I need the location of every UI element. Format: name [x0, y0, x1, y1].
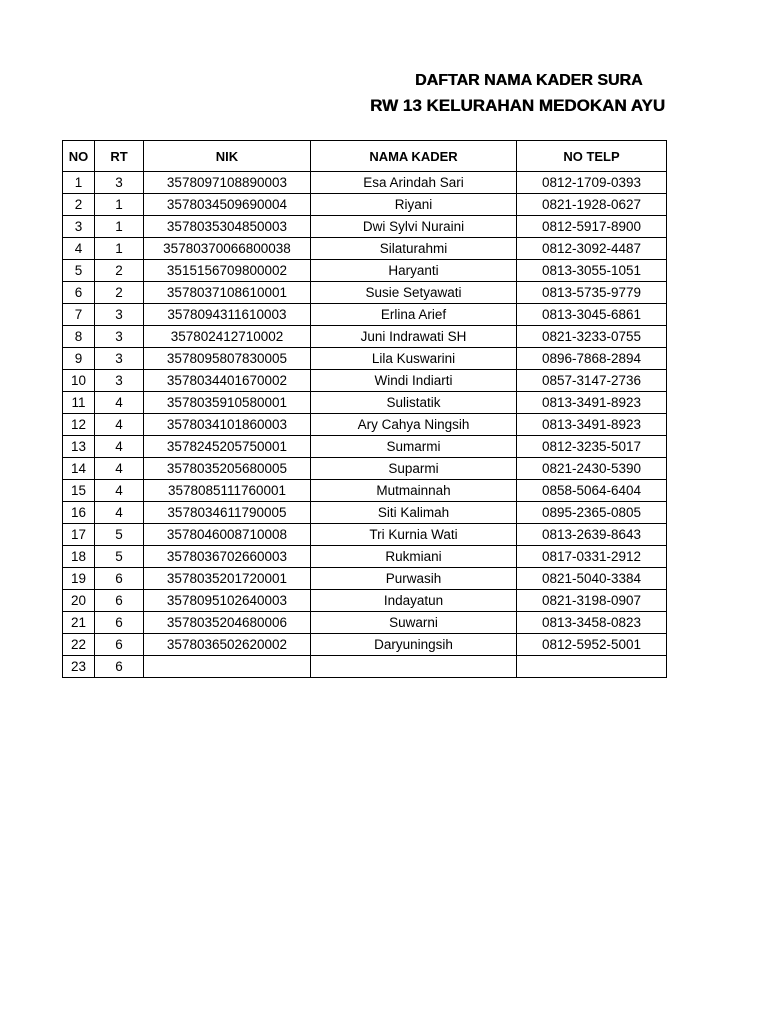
table-row	[63, 502, 667, 524]
cell-nik: 3578034611790005	[144, 502, 311, 524]
cell-no-telp: 0812-3235-5017	[517, 436, 667, 458]
cell-nama-kader: Dwi Sylvi Nuraini	[311, 216, 517, 238]
cell-nik: 3578095102640003	[144, 590, 311, 612]
header-row	[63, 141, 667, 172]
cell-no-telp: 0896-7868-2894	[517, 348, 667, 370]
cell-no-telp: 0821-3198-0907	[517, 590, 667, 612]
header-rt: RT	[95, 141, 144, 172]
cell-no: 21	[63, 612, 95, 634]
table-row	[63, 216, 667, 238]
cell-no: 19	[63, 568, 95, 590]
cell-rt: 4	[95, 414, 144, 436]
cell-nama-kader: Suwarni	[311, 612, 517, 634]
cell-nik: 3578035201720001	[144, 568, 311, 590]
cell-nama-kader: Rukmiani	[311, 546, 517, 568]
cell-nik: 3578035205680005	[144, 458, 311, 480]
cell-rt: 2	[95, 260, 144, 282]
cell-nik: 3578046008710008	[144, 524, 311, 546]
table-row	[63, 590, 667, 612]
cell-no-telp: 0895-2365-0805	[517, 502, 667, 524]
cell-no-telp: 0813-3491-8923	[517, 414, 667, 436]
cell-nama-kader: Indayatun	[311, 590, 517, 612]
cell-no: 20	[63, 590, 95, 612]
cell-rt: 6	[95, 568, 144, 590]
header-no-telp: NO TELP	[517, 141, 667, 172]
cell-rt: 6	[95, 590, 144, 612]
cell-no-telp: 0821-1928-0627	[517, 194, 667, 216]
cell-no-telp: 0813-3055-1051	[517, 260, 667, 282]
cell-nama-kader	[311, 656, 517, 678]
cell-rt: 5	[95, 546, 144, 568]
header-no: NO	[63, 141, 95, 172]
cell-no: 5	[63, 260, 95, 282]
table-row	[63, 304, 667, 326]
cell-no: 10	[63, 370, 95, 392]
cell-no-telp: 0813-3458-0823	[517, 612, 667, 634]
table-row	[63, 238, 667, 260]
table-row	[63, 326, 667, 348]
cell-nama-kader: Lila Kuswarini	[311, 348, 517, 370]
table-row	[63, 458, 667, 480]
cell-nik: 3578035204680006	[144, 612, 311, 634]
cell-nik: 357802412710002	[144, 326, 311, 348]
table-row	[63, 612, 667, 634]
table-row	[63, 524, 667, 546]
table-row	[63, 392, 667, 414]
cell-nik: 3578036502620002	[144, 634, 311, 656]
cell-no: 7	[63, 304, 95, 326]
cell-nama-kader: Sulistatik	[311, 392, 517, 414]
cell-rt: 4	[95, 392, 144, 414]
cell-nik: 3578085111760001	[144, 480, 311, 502]
cell-no-telp: 0858-5064-6404	[517, 480, 667, 502]
cell-nama-kader: Tri Kurnia Wati	[311, 524, 517, 546]
cell-no-telp: 0813-3045-6861	[517, 304, 667, 326]
title-line-2: RW 13 KELURAHAN MEDOKAN AYU	[370, 96, 666, 115]
cell-rt: 3	[95, 348, 144, 370]
cell-no-telp: 0813-3491-8923	[517, 392, 667, 414]
table-row	[63, 282, 667, 304]
cell-nik: 3578245205750001	[144, 436, 311, 458]
cell-rt: 3	[95, 370, 144, 392]
cell-nama-kader: Erlina Arief	[311, 304, 517, 326]
cell-nama-kader: Purwasih	[311, 568, 517, 590]
cell-nama-kader: Riyani	[311, 194, 517, 216]
cell-nama-kader: Ary Cahya Ningsih	[311, 414, 517, 436]
cell-no-telp: 0821-5040-3384	[517, 568, 667, 590]
table-header	[63, 141, 667, 172]
table-row	[63, 370, 667, 392]
cell-nama-kader: Silaturahmi	[311, 238, 517, 260]
table-row	[63, 260, 667, 282]
cell-nik: 3578095807830005	[144, 348, 311, 370]
cell-no-telp: 0817-0331-2912	[517, 546, 667, 568]
cell-no: 15	[63, 480, 95, 502]
cell-no-telp: 0812-5952-5001	[517, 634, 667, 656]
cell-rt: 1	[95, 216, 144, 238]
header-nik: NIK	[144, 141, 311, 172]
cell-rt: 3	[95, 172, 144, 194]
cell-nik: 3578097108890003	[144, 172, 311, 194]
cell-no: 9	[63, 348, 95, 370]
cell-nama-kader: Haryanti	[311, 260, 517, 282]
table-row	[63, 436, 667, 458]
cell-no-telp: 0813-5735-9779	[517, 282, 667, 304]
cell-nama-kader: Esa Arindah Sari	[311, 172, 517, 194]
cell-nama-kader: Suparmi	[311, 458, 517, 480]
cell-nik: 3578034401670002	[144, 370, 311, 392]
kader-table-container	[62, 140, 666, 678]
cell-nama-kader: Sumarmi	[311, 436, 517, 458]
cell-nama-kader: Susie Setyawati	[311, 282, 517, 304]
cell-no: 11	[63, 392, 95, 414]
cell-no: 12	[63, 414, 95, 436]
cell-no-telp: 0812-3092-4487	[517, 238, 667, 260]
cell-rt: 6	[95, 656, 144, 678]
cell-no-telp: 0821-3233-0755	[517, 326, 667, 348]
cell-rt: 4	[95, 458, 144, 480]
cell-no: 2	[63, 194, 95, 216]
cell-nik	[144, 656, 311, 678]
cell-rt: 1	[95, 238, 144, 260]
cell-nik: 3578036702660003	[144, 546, 311, 568]
table-body	[63, 172, 667, 678]
cell-nik: 3578035304850003	[144, 216, 311, 238]
cell-no: 13	[63, 436, 95, 458]
cell-no-telp	[517, 656, 667, 678]
cell-no: 8	[63, 326, 95, 348]
cell-no-telp: 0813-2639-8643	[517, 524, 667, 546]
cell-nama-kader: Siti Kalimah	[311, 502, 517, 524]
cell-rt: 5	[95, 524, 144, 546]
kader-table	[62, 140, 667, 678]
header-nama-kader: NAMA KADER	[311, 141, 517, 172]
cell-no: 22	[63, 634, 95, 656]
title-line-1: DAFTAR NAMA KADER SURA	[415, 72, 643, 89]
cell-no: 4	[63, 238, 95, 260]
table-row	[63, 634, 667, 656]
cell-no: 3	[63, 216, 95, 238]
cell-no-telp: 0857-3147-2736	[517, 370, 667, 392]
cell-no: 18	[63, 546, 95, 568]
table-row	[63, 546, 667, 568]
table-row	[63, 656, 667, 678]
cell-no: 23	[63, 656, 95, 678]
cell-nama-kader: Juni Indrawati SH	[311, 326, 517, 348]
cell-nik: 35780370066800038	[144, 238, 311, 260]
cell-no: 16	[63, 502, 95, 524]
table-row	[63, 414, 667, 436]
cell-rt: 3	[95, 326, 144, 348]
cell-no-telp: 0812-1709-0393	[517, 172, 667, 194]
cell-rt: 2	[95, 282, 144, 304]
cell-rt: 6	[95, 612, 144, 634]
cell-rt: 6	[95, 634, 144, 656]
cell-no-telp: 0812-5917-8900	[517, 216, 667, 238]
table-row	[63, 172, 667, 194]
cell-no: 1	[63, 172, 95, 194]
cell-rt: 4	[95, 502, 144, 524]
table-row	[63, 568, 667, 590]
cell-rt: 3	[95, 304, 144, 326]
cell-nama-kader: Daryuningsih	[311, 634, 517, 656]
cell-rt: 4	[95, 436, 144, 458]
table-row	[63, 348, 667, 370]
cell-nik: 3578035910580001	[144, 392, 311, 414]
cell-rt: 1	[95, 194, 144, 216]
cell-nik: 3578037108610001	[144, 282, 311, 304]
cell-nik: 3515156709800002	[144, 260, 311, 282]
cell-no-telp: 0821-2430-5390	[517, 458, 667, 480]
document-title	[0, 70, 768, 116]
table-row	[63, 480, 667, 502]
cell-nik: 3578094311610003	[144, 304, 311, 326]
cell-no: 17	[63, 524, 95, 546]
cell-nama-kader: Windi Indiarti	[311, 370, 517, 392]
cell-rt: 4	[95, 480, 144, 502]
cell-no: 6	[63, 282, 95, 304]
cell-nik: 3578034101860003	[144, 414, 311, 436]
cell-nik: 3578034509690004	[144, 194, 311, 216]
cell-nama-kader: Mutmainnah	[311, 480, 517, 502]
cell-no: 14	[63, 458, 95, 480]
table-row	[63, 194, 667, 216]
